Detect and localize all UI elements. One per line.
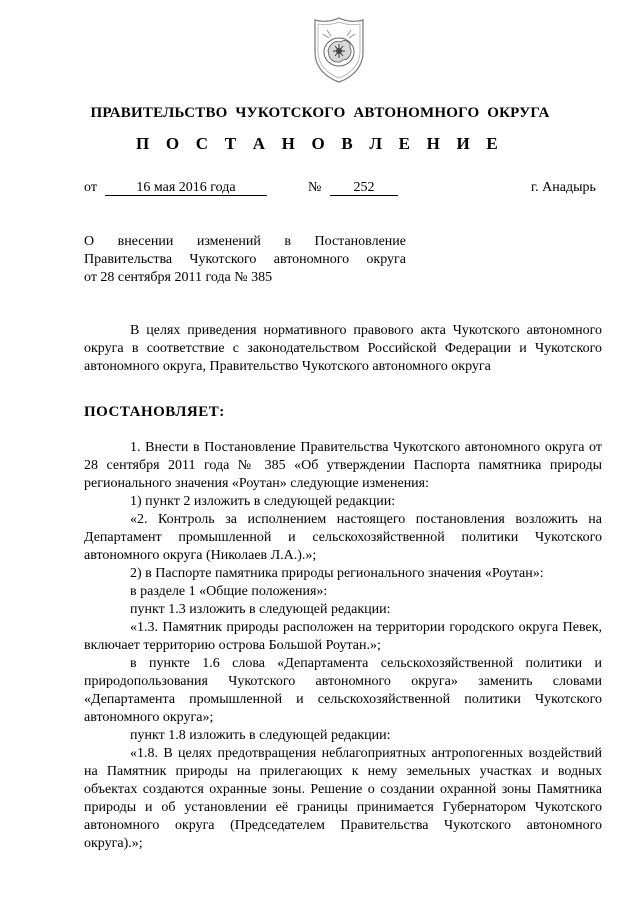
city: г. Анадырь (531, 180, 596, 195)
body-item: «1.3. Памятник природы расположен на территории городского округа Певек, включает территорию острова Большой Роутан.»; (84, 620, 602, 653)
date-field (105, 180, 267, 196)
number-value: 252 (330, 181, 398, 196)
resolve-heading: ПОСТАНОВЛЯЕТ: (84, 404, 225, 420)
date-label: от (84, 180, 97, 195)
body-item: 2) в Паспорте памятника природы регионального значения «Роутан»: (130, 566, 544, 581)
body-item: пункт 1.8 изложить в следующей редакции: (130, 728, 391, 743)
body-item: в разделе 1 «Общие положения»: (130, 584, 328, 599)
preamble-text: В целях приведения нормативного правового акта Чукотского автономного округа в соответствие с законодательством Российской Федерации и Чукотского автономного округа, Правительство Чукотского автономного округа (84, 323, 602, 374)
government-title: ПРАВИТЕЛЬСТВО ЧУКОТСКОГО АВТОНОМНОГО ОКРУГА (90, 105, 550, 121)
date-value: 16 мая 2016 года (105, 181, 267, 196)
body-item: пункт 1.3 изложить в следующей редакции: (130, 602, 391, 617)
number-field (330, 180, 398, 196)
document-subject (84, 233, 406, 287)
body-item: в пункте 1.6 слова «Департамента сельскохозяйственной политики и природопользования Чукотского автономного округа» заменить словами «Департамента промышленной и сельскохозяйственной политики Чукотского автономного округа»; (84, 656, 602, 725)
coat-of-arms-icon (313, 16, 365, 84)
body-item: 1. Внести в Постановление Правительства Чукотского автономного округа от 28 сентября 2011 года № 385 «Об утверждении Паспорта памятника природы регионального значения «Роутан» следующие изменения: (84, 440, 602, 491)
document-type-title: П О С Т А Н О В Л Е Н И Е (136, 134, 504, 153)
subject-line: О внесении изменений в Постановление (84, 234, 406, 249)
number-label: № (308, 180, 322, 195)
subject-line: Правительства Чукотского автономного округа (84, 252, 406, 267)
body-item: «2. Контроль за исполнением настоящего постановления возложить на Департамент промышленной и сельскохозяйственной политики Чукотского автономного округа (Николаев Л.А.).»; (84, 512, 602, 563)
subject-line: от 28 сентября 2011 года № 385 (84, 270, 273, 285)
body-item: «1.8. В целях предотвращения неблагоприятных антропогенных воздействий на Памятник природы на прилегающих к нему земельных участках и водных объектах создаются охранные зоны. Решение о создании охранной зоны Памятника природы и об установлении её границы принимается Губернатором Чукотского автономного округа (Председателем Правительства Чукотского автономного округа).»; (84, 746, 602, 851)
body-item: 1) пункт 2 изложить в следующей редакции: (130, 494, 396, 509)
decree-body (84, 439, 602, 853)
preamble (84, 322, 602, 376)
